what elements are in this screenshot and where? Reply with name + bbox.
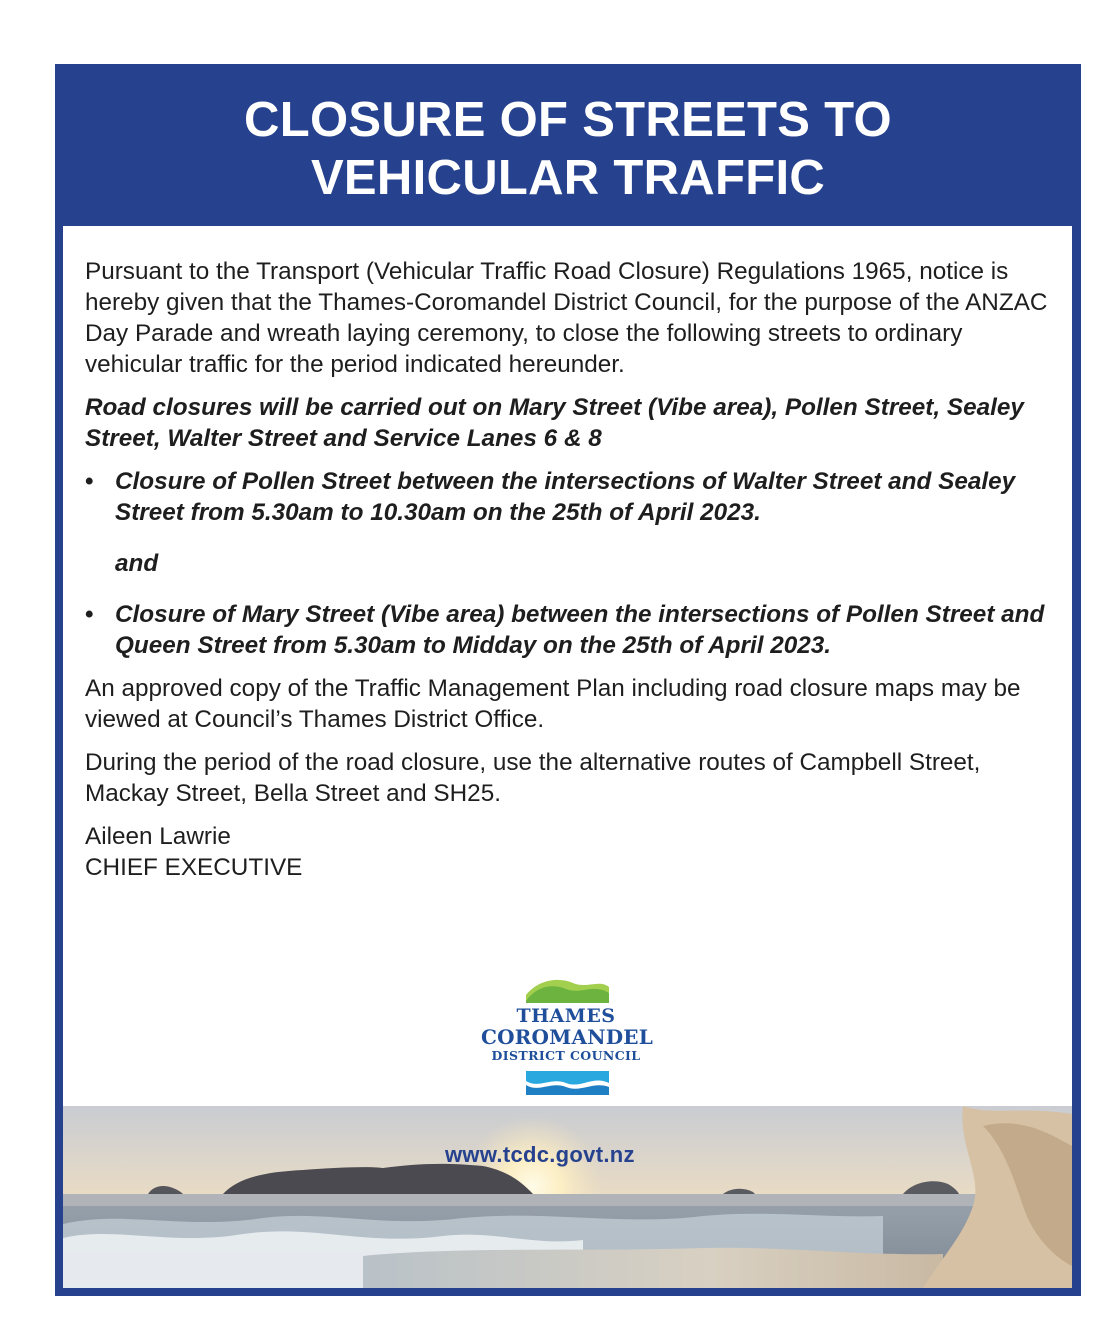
beach-sunrise-image bbox=[63, 1106, 1072, 1288]
notice-body bbox=[85, 256, 1055, 883]
notice-title: CLOSURE OF STREETS TO VEHICULAR TRAFFIC bbox=[244, 93, 892, 205]
alternative-routes-paragraph: During the period of the road closure, use the alternative routes of Campbell Street, Mackay Street, Bella Street and SH25. bbox=[85, 749, 981, 807]
bullet-icon: • bbox=[85, 601, 94, 628]
signatory-title: CHIEF EXECUTIVE bbox=[85, 854, 303, 881]
logo-line-coromandel: COROMANDEL bbox=[481, 1025, 653, 1049]
closure-item-text: Closure of Mary Street (Vibe area) between the intersections of Pollen Street and Queen Street from 5.30am to Midday on the 25th of April 2023. bbox=[115, 601, 1045, 659]
council-logo bbox=[481, 973, 651, 1101]
bullet-icon: • bbox=[85, 468, 94, 495]
closure-item-pollen bbox=[85, 466, 1055, 528]
closure-item-text: Closure of Pollen Street between the intersections of Walter Street and Sealey Street from 5.30am to 10.30am on the 25th of April 2023. bbox=[115, 468, 1016, 526]
logo-line-thames: THAMES bbox=[516, 1005, 616, 1027]
closure-item-mary bbox=[85, 599, 1055, 661]
closures-lead: Road closures will be carried out on Mary Street (Vibe area), Pollen Street, Sealey Street, Walter Street and Service Lanes 6 & 8 bbox=[85, 394, 1024, 452]
website-url: www.tcdc.govt.nz bbox=[445, 1142, 635, 1167]
and-connector: and bbox=[115, 550, 159, 577]
notice-frame bbox=[55, 64, 1081, 1296]
tmp-paragraph: An approved copy of the Traffic Management Plan including road closure maps may be viewed at Council’s Thames District Office. bbox=[85, 675, 1021, 733]
logo-line-district-council: DISTRICT COUNCIL bbox=[491, 1048, 641, 1063]
signatory-name: Aileen Lawrie bbox=[85, 823, 231, 850]
intro-paragraph: Pursuant to the Transport (Vehicular Traffic Road Closure) Regulations 1965, notice is hereby given that the Thames-Coromandel District Council, for the purpose of the ANZAC Day Parade and wreath laying ceremony, to close the following streets to ordinary vehicular traffic for the period indicated hereunder. bbox=[85, 258, 1048, 378]
notice-panel bbox=[63, 226, 1072, 1288]
notice-header bbox=[55, 64, 1081, 226]
